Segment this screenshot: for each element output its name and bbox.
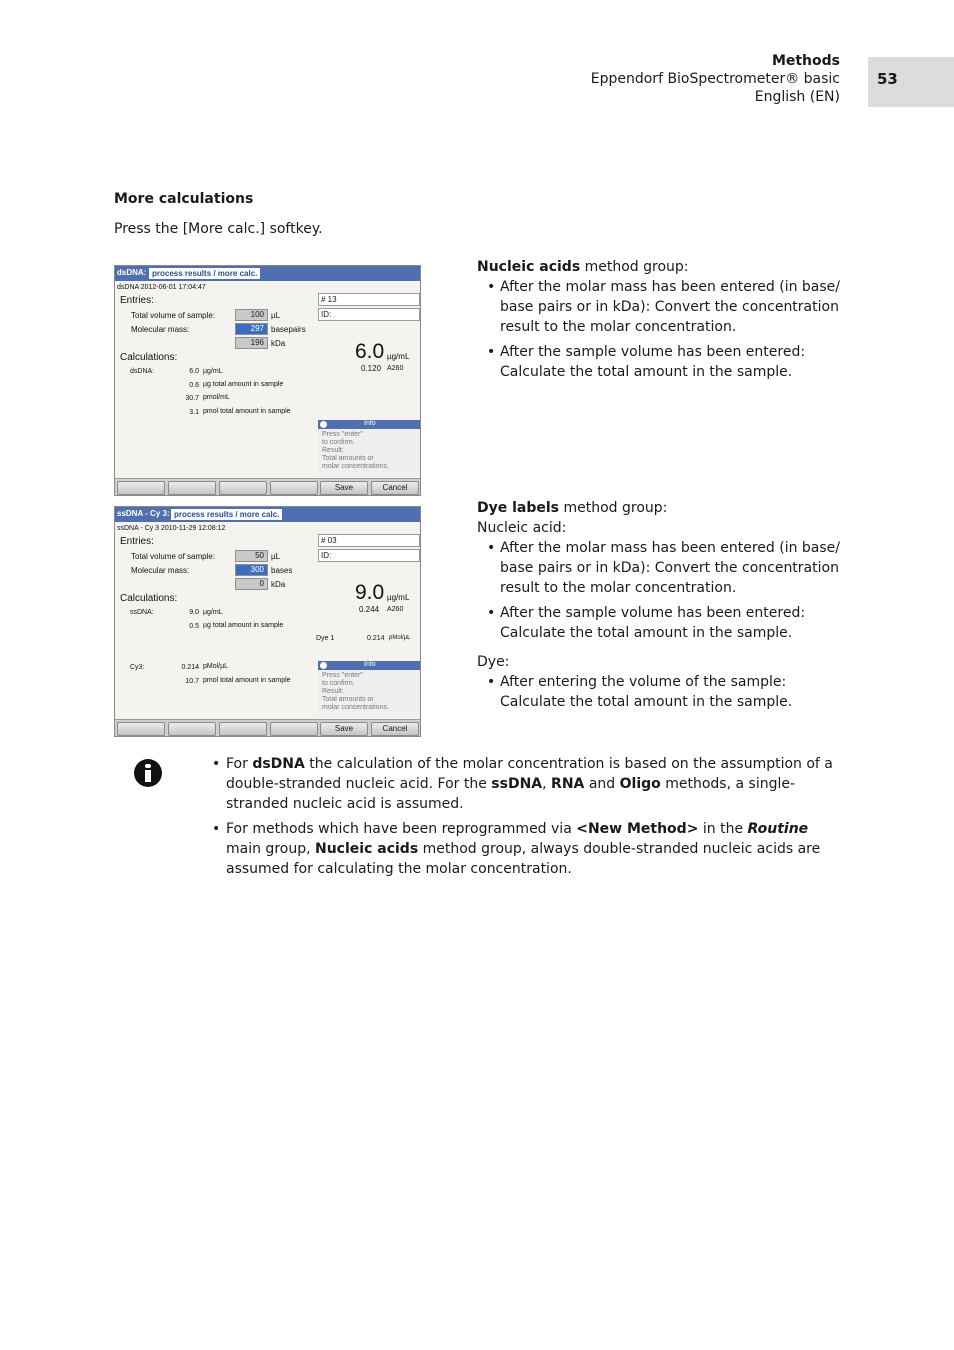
dye-labels-title: Dye labels — [477, 500, 560, 516]
calc-value: 0.6 — [189, 382, 199, 389]
section-title: Methods — [771, 53, 840, 69]
info-line: Total amounts or — [322, 696, 374, 703]
softkey-4[interactable] — [270, 481, 318, 495]
dye-value: 0.214 — [367, 635, 385, 642]
dye-unit: pMol/µL — [389, 635, 411, 641]
softkey-3[interactable] — [219, 481, 267, 495]
cy3-unit: pmol total amount in sample — [203, 677, 291, 684]
timestamp: dsDNA 2012-06-01 17:04:47 — [117, 284, 206, 291]
calc-unit: µg total amount in sample — [203, 381, 284, 388]
dye-label: Dye 1 — [316, 635, 335, 642]
absorbance-unit: A260 — [387, 365, 404, 372]
id-field[interactable]: ID: — [318, 308, 420, 321]
intro-text: Press the [More calc.] softkey. — [114, 221, 323, 237]
entries-label: Entries: — [120, 295, 154, 306]
cy3-value: 10.7 — [185, 678, 199, 685]
info-bar — [318, 661, 421, 670]
cancel-button[interactable]: Cancel — [371, 481, 419, 495]
calc-value: 9.0 — [189, 609, 199, 616]
mass-unit: bases — [271, 566, 293, 575]
softkey-3[interactable] — [219, 722, 267, 736]
info-line: Total amounts or — [322, 455, 374, 462]
calc-value: 3.1 — [189, 409, 199, 416]
heading-rest: method group: — [580, 259, 689, 275]
screen-method: ssDNA - Cy 3: — [117, 509, 170, 518]
screenshot-ssdna-cy3 — [114, 506, 421, 737]
mass-label: Molecular mass: — [131, 566, 190, 575]
dye-labels-heading — [477, 498, 847, 518]
dye-nucleic-list — [477, 538, 847, 643]
mass-label: Molecular mass: — [131, 325, 190, 334]
info-line: Result: — [322, 688, 344, 695]
info-text — [318, 429, 421, 476]
info-line: Press "enter" — [322, 431, 363, 438]
list-item: • After the sample volume has been entered: Calculate the total amount in the sample. — [477, 342, 847, 382]
dye-list — [477, 672, 847, 712]
mass-field[interactable]: 297 — [235, 323, 268, 335]
calc-name: dsDNA: — [130, 368, 155, 375]
info-line: molar concentrations. — [322, 463, 389, 470]
cancel-button[interactable]: Cancel — [371, 722, 419, 736]
screen-title-bar — [115, 266, 420, 281]
absorbance-value: 0.120 — [361, 364, 382, 373]
calc-unit: µg/mL — [203, 609, 223, 616]
dye-labels-section — [477, 498, 847, 717]
kda-field[interactable]: 0 — [235, 578, 268, 590]
calc-name: ssDNA: — [130, 609, 154, 616]
info-line: to confirm. — [322, 439, 355, 446]
list-item: • After the molar mass has been entered (in base/ base pairs or in kDa): Convert the concentration result to the molar concentration. — [477, 277, 847, 337]
list-item: • After entering the volume of the sample: Calculate the total amount in the sample. — [477, 672, 847, 712]
cy3-unit: pMol/µL — [203, 663, 229, 670]
calc-unit: µg total amount in sample — [203, 622, 284, 629]
absorbance-value: 0.244 — [359, 605, 380, 614]
note-item: • For methods which have been reprogrammed via <New Method> in the Routine main group, Nucleic acids method group, always double-stranded nucleic acids are assumed for calculating the molar concentration. — [212, 819, 842, 879]
volume-label: Total volume of sample: — [131, 311, 216, 320]
mass-field[interactable]: 300 — [235, 564, 268, 576]
entries-label: Entries: — [120, 536, 154, 547]
softkey-4[interactable] — [270, 722, 318, 736]
device-name: Eppendorf BioSpectrometer® basic — [590, 71, 840, 87]
nucleic-acids-heading — [477, 257, 847, 277]
big-result: 9.0 — [355, 581, 385, 604]
volume-label: Total volume of sample: — [131, 552, 216, 561]
screen-subtitle: process results / more calc. — [171, 509, 282, 520]
sample-number-box: # 13 — [318, 293, 420, 306]
heading-rest: method group: — [559, 500, 668, 516]
info-label: Info — [364, 661, 376, 668]
page-number-box — [868, 57, 954, 107]
screen-subtitle: process results / more calc. — [149, 268, 260, 279]
kda-unit: kDa — [271, 339, 286, 348]
softkey-bar — [115, 719, 420, 737]
mass-unit: basepairs — [271, 325, 306, 334]
id-field[interactable]: ID: — [318, 549, 420, 562]
nucleic-acids-title: Nucleic acids — [477, 259, 581, 275]
softkey-2[interactable] — [168, 481, 216, 495]
save-button[interactable]: Save — [320, 722, 368, 736]
calc-value: 6.0 — [189, 368, 199, 375]
info-label: Info — [364, 420, 376, 427]
language-label: English (EN) — [754, 89, 840, 105]
sample-number-box: # 03 — [318, 534, 420, 547]
info-line: Press "enter" — [322, 672, 363, 679]
info-line: to confirm. — [322, 680, 355, 687]
calculations-label: Calculations: — [120, 593, 178, 604]
calc-unit: pmol/mL — [203, 394, 230, 401]
volume-field[interactable]: 100 — [235, 309, 268, 321]
nucleic-acids-list — [477, 277, 847, 382]
cy3-value: 0.214 — [181, 664, 199, 671]
info-bar — [318, 420, 421, 429]
screen-title-bar — [115, 507, 420, 522]
kda-field[interactable]: 196 — [235, 337, 268, 349]
info-icon — [134, 759, 162, 787]
calc-unit: µg/mL — [203, 368, 223, 375]
softkey-bar — [115, 478, 420, 496]
list-item: • After the sample volume has been entered: Calculate the total amount in the sample. — [477, 603, 847, 643]
section-heading: More calculations — [114, 191, 254, 207]
list-item: • After the molar mass has been entered (in base/ base pairs or in kDa): Convert the concentration result to the molar concentration. — [477, 538, 847, 598]
volume-field[interactable]: 50 — [235, 550, 268, 562]
timestamp: ssDNA - Cy 3 2010-11-29 12:08:12 — [117, 525, 226, 532]
info-line: Result: — [322, 447, 344, 454]
big-result-unit: µg/mL — [387, 593, 410, 602]
volume-unit: µL — [271, 311, 281, 320]
running-header — [591, 52, 840, 106]
calc-value: 0.5 — [189, 623, 199, 630]
cy3-name: Cy3: — [130, 664, 145, 671]
save-button[interactable]: Save — [320, 481, 368, 495]
nucleic-acids-section — [477, 257, 847, 387]
softkey-2[interactable] — [168, 722, 216, 736]
info-icon — [320, 421, 327, 428]
dye-subheading: Dye: — [477, 654, 510, 670]
page-number: 53 — [877, 70, 898, 88]
note-item: • For dsDNA the calculation of the molar concentration is based on the assumption of a double-stranded nucleic acid. For the ssDNA, RNA and Oligo methods, a single-stranded nucleic acid is assumed. — [212, 754, 842, 814]
screen-method: dsDNA: — [117, 268, 147, 277]
kda-unit: kDa — [271, 580, 286, 589]
calculations-label: Calculations: — [120, 352, 178, 363]
info-icon — [320, 662, 327, 669]
note-box — [212, 754, 842, 884]
softkey-1[interactable] — [117, 722, 165, 736]
calc-value: 30.7 — [185, 395, 199, 402]
screenshot-dsdna — [114, 265, 421, 496]
big-result-unit: µg/mL — [387, 352, 410, 361]
nucleic-acid-subheading: Nucleic acid: — [477, 520, 567, 536]
big-result: 6.0 — [355, 340, 385, 363]
softkey-1[interactable] — [117, 481, 165, 495]
info-line: molar concentrations. — [322, 704, 389, 711]
info-text — [318, 670, 421, 717]
absorbance-unit: A260 — [387, 606, 404, 613]
calc-unit: pmol total amount in sample — [203, 408, 291, 415]
volume-unit: µL — [271, 552, 281, 561]
